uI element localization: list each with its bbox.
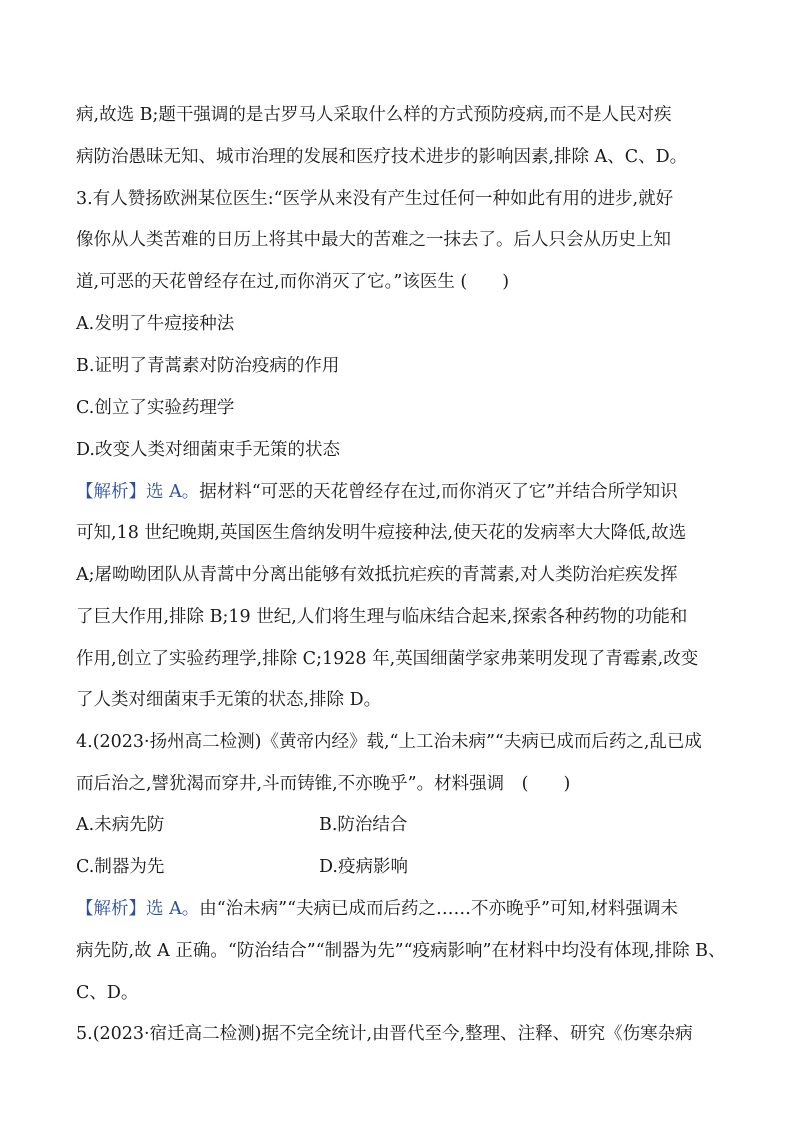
prev-explanation-line-2: 病防治愚昧无知、城市治理的发展和医疗技术进步的影响因素,排除 A、C、D。 bbox=[76, 147, 688, 167]
question-4-options-row-1 bbox=[76, 813, 408, 837]
question-3-option-b: B.证明了青蒿素对防治疫病的作用 bbox=[76, 356, 340, 376]
analysis-text: 由“治未病”“夫病已成而后药之……不亦晚乎”可知,材料强调未 bbox=[199, 899, 679, 919]
question-3-option-d: D.改变人类对细菌束手无策的状态 bbox=[76, 440, 340, 460]
analysis-tag: 【解析】 bbox=[76, 482, 146, 502]
question-4-stem-line-2: 而后治之,譬犹渴而穿井,斗而铸锥,不亦晚乎”。材料强调 ( ) bbox=[76, 774, 571, 794]
prev-explanation-line-1: 病,故选 B;题干强调的是古罗马人采取什么样的方式预防疫病,而不是人民对疾 bbox=[76, 105, 672, 125]
question-4-option-b: B.防治结合 bbox=[319, 815, 408, 835]
question-3-analysis-line-4: 了巨大作用,排除 B;19 世纪,人们将生理与临床结合起来,探索各种药物的功能和 bbox=[76, 607, 688, 627]
analysis-text: 据材料“可恶的天花曾经存在过,而你消灭了它”并结合所学知识 bbox=[199, 482, 678, 502]
question-3-option-a: A.发明了牛痘接种法 bbox=[76, 314, 235, 334]
question-3-stem-line-3: 道,可恶的天花曾经存在过,而你消灭了它。”该医生 ( ) bbox=[76, 272, 510, 292]
question-3-stem-line-2: 像你从人类苦难的日历上将其中最大的苦难之一抹去了。后人只会从历史上知 bbox=[76, 230, 671, 250]
question-3-analysis-line-1 bbox=[76, 480, 678, 504]
question-5-stem-line-1: 5.(2023·宿迁高二检测)据不完全统计,由晋代至今,整理、注释、研究《伤寒杂病 bbox=[76, 1024, 693, 1044]
question-3-analysis-line-6: 了人类对细菌束手无策的状态,排除 D。 bbox=[76, 690, 382, 710]
answer-label: 选 A。 bbox=[146, 899, 200, 919]
question-4-analysis-line-1 bbox=[76, 897, 678, 921]
question-4-option-a: A.未病先防 bbox=[76, 815, 165, 835]
question-4-analysis-line-3: C、D。 bbox=[76, 983, 139, 1003]
question-4-stem-line-1: 4.(2023·扬州高二检测)《黄帝内经》载,“上工治未病”“夫病已成而后药之,乱已成 bbox=[76, 732, 702, 752]
question-3-analysis-line-3: A;屠呦呦团队从青蒿中分离出能够有效抵抗疟疾的青蒿素,对人类防治疟疾发挥 bbox=[76, 565, 678, 585]
question-3-analysis-line-5: 作用,创立了实验药理学,排除 C;1928 年,英国细菌学家弗莱明发现了青霉素,改变 bbox=[76, 649, 699, 669]
question-3-stem-line-1: 3.有人赞扬欧洲某位医生:“医学从来没有产生过任何一种如此有用的进步,就好 bbox=[76, 189, 674, 209]
question-4-option-c: C.制器为先 bbox=[76, 857, 165, 877]
answer-label: 选 A。 bbox=[146, 482, 200, 502]
question-4-options-row-2 bbox=[76, 855, 408, 879]
question-3-option-c: C.创立了实验药理学 bbox=[76, 398, 235, 418]
analysis-tag: 【解析】 bbox=[76, 899, 146, 919]
question-3-analysis-line-2: 可知,18 世纪晚期,英国医生詹纳发明牛痘接种法,使天花的发病率大大降低,故选 bbox=[76, 523, 687, 543]
question-4-analysis-line-2: 病先防,故 A 正确。“防治结合”“制器为先”“疫病影响”在材料中均没有体现,排除 B、 bbox=[76, 941, 726, 961]
question-4-option-d: D.疫病影响 bbox=[319, 857, 408, 877]
